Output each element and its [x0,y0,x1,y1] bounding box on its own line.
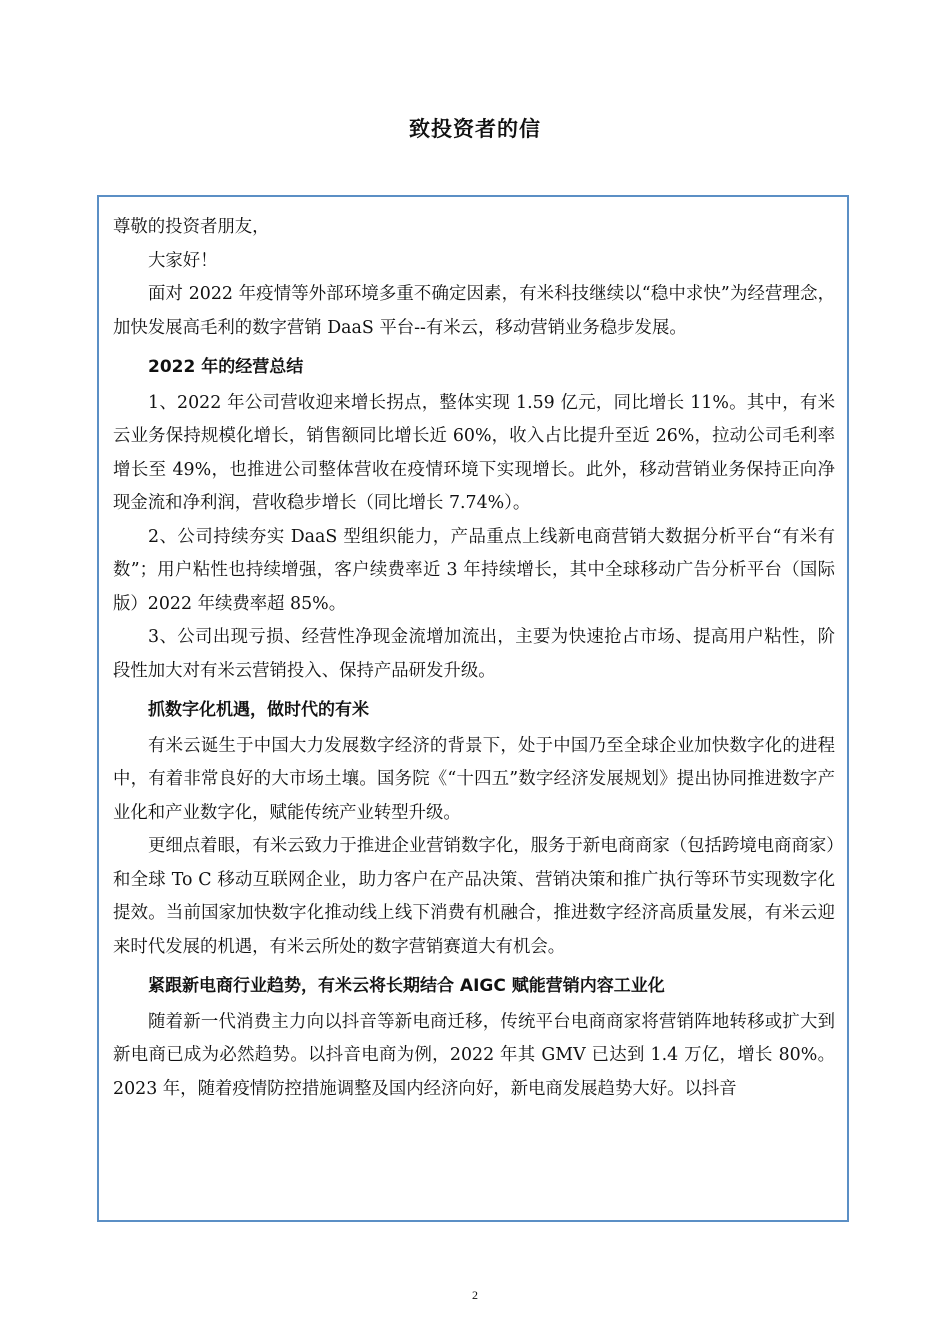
page-title: 致投资者的信 [409,117,541,141]
page-number: 2 [472,1288,478,1302]
paragraph: 更细点着眼，有米云致力于推进企业营销数字化，服务于新电商商家（包括跨境电商商家）和全球 To C 移动互联网企业，助力客户在产品决策、营销决策和推广执行等环节实现数字化提效。当前国家加快数字化推动线上线下消费有机融合，推进数字经济高质量发展，有米云迎来时代发展的机遇，有米云所处的数字营销赛道大有机会。 [113,836,835,957]
salutation: 大家好！ [148,250,218,271]
paragraph: 有米云诞生于中国大力发展数字经济的背景下，处于中国乃至全球企业加快数字化的进程中，有着非常良好的大市场土壤。国务院《“十四五”数字经济发展规划》提出协同推进数字产业化和产业数字化，赋能传统产业转型升级。 [113,735,835,823]
paragraph: 3、公司出现亏损、经营性净现金流增加流出，主要为快速抢占市场、提高用户粘性，阶段性加大对有米云营销投入、保持产品研发升级。 [113,627,835,681]
paragraph: 随着新一代消费主力向以抖音等新电商迁移，传统平台电商商家将营销阵地转移或扩大到新电商已成为必然趋势。以抖音电商为例，2022 年其 GMV 已达到 1.4 万亿，增长 80%。2023 年，随着疫情防控措施调整及国内经济向好，新电商发展趋势大好。以抖音 [113,1011,835,1099]
letter-box [97,195,849,1222]
section-heading: 紧跟新电商行业趋势，有米云将长期结合 AIGC 赋能营销内容工业化 [148,976,665,996]
letter-content [113,211,835,1106]
greeting: 尊敬的投资者朋友， [113,217,270,237]
paragraph: 2、公司持续夯实 DaaS 型组织能力，产品重点上线新电商营销大数据分析平台“有米有数”；用户粘性也持续增强，客户续费率近 3 年持续增长，其中全球移动广告分析平台（国际版）2022 年续费率超 85%。 [113,526,835,614]
intro-paragraph: 面对 2022 年疫情等外部环境多重不确定因素，有米科技继续以“稳中求快”为经营理念，加快发展高毛利的数字营销 DaaS 平台--有米云，移动营销业务稳步发展。 [113,284,835,338]
section-heading: 2022 年的经营总结 [148,357,304,377]
section-heading: 抓数字化机遇，做时代的有米 [148,700,369,720]
paragraph: 1、2022 年公司营收迎来增长拐点，整体实现 1.59 亿元，同比增长 11%。其中，有米云业务保持规模化增长，销售额同比增长近 60%，收入占比提升至近 26%，拉动公司毛利率增长至 49%，也推进公司整体营收在疫情环境下实现增长。此外，移动营销业务保持正向净现金流和净利润，营收稳步增长（同比增长 7.74%）。 [113,392,835,513]
